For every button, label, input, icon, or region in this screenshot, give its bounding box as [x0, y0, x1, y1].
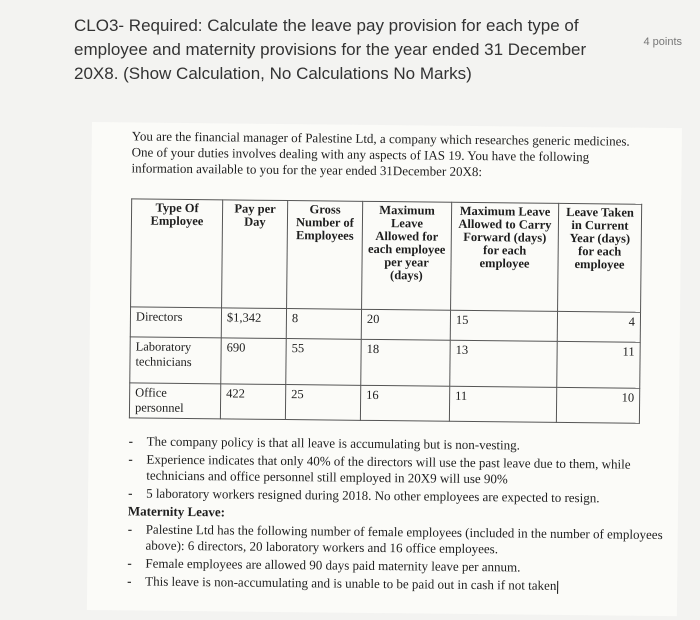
table-row	[130, 337, 640, 388]
list-item: - The company policy is that all leave is accumulating but is non-vesting.	[129, 433, 669, 455]
list-item-text: This leave is non-accumulating and is unable to be paid out in cash if not taken	[145, 573, 557, 593]
cell-employee-type: Directors	[130, 307, 221, 338]
cell-max-leave: 16	[360, 385, 449, 421]
cell-carry-forward: 13	[450, 340, 557, 387]
question-image	[87, 122, 682, 616]
intro-line: One of your duties involves dealing with any aspects of IAS 19. You have the following	[131, 144, 590, 165]
intro-line: You are the financial manager of Palestine Ltd, a company which researches generic medicines.	[131, 128, 630, 149]
text-cursor	[557, 580, 558, 593]
policy-list	[128, 433, 669, 507]
list-item: - 5 laboratory workers resigned during 2018. No other employees are expected to resign.	[128, 485, 668, 507]
cell-leave-taken: 11	[557, 341, 640, 388]
list-item	[127, 573, 667, 595]
cell-gross-number: 25	[285, 385, 360, 421]
list-item: - Female employees are allowed 90 days paid maternity leave per annum.	[127, 555, 667, 577]
cell-leave-taken: 4	[557, 311, 640, 342]
cell-employee-type: Laboratory technicians	[130, 337, 221, 384]
list-item: - Palestine Ltd has the following number of female employees (included in the number of employees above): 6 directors, 20 laboratory workers and 16 office employees.	[127, 521, 667, 559]
cell-pay: 422	[220, 384, 285, 420]
table-row	[129, 383, 639, 423]
cell-max-leave: 18	[361, 339, 450, 386]
header-pay-per-day: Pay per Day	[222, 200, 288, 309]
points-label: 4 points	[643, 36, 682, 48]
leave-table	[129, 198, 642, 423]
cell-gross-number: 8	[286, 309, 361, 340]
cell-leave-taken: 10	[556, 387, 639, 423]
cell-carry-forward: 11	[449, 386, 556, 422]
notes-section	[127, 433, 669, 597]
header-max-leave: Maximum Leave Allowed for each employee per year (days)	[362, 201, 452, 310]
cell-pay: 690	[221, 338, 286, 385]
header-gross-number: Gross Number of Employees	[287, 201, 363, 310]
cell-pay: $1,342	[221, 308, 286, 339]
maternity-heading: Maternity Leave:	[127, 503, 226, 520]
intro-paragraph	[131, 128, 671, 182]
table-header-row	[131, 199, 642, 312]
list-item: - Experience indicates that only 40% of the directors will use the past leave due to them, while technicians and office personnel still employed in 20X9 will use 90%	[128, 451, 668, 489]
cell-employee-type: Office personnel	[129, 383, 220, 419]
intro-line: information available to you for the year ended 31December 20X8:	[131, 160, 483, 180]
maternity-list	[127, 521, 668, 595]
cell-gross-number: 55	[286, 339, 361, 386]
question-text: CLO3- Required: Calculate the leave pay provision for each type of employee and maternity provisions for the year ended 31 December 20X8. (Show Calculation, No Calculations No Marks)	[74, 16, 587, 83]
cell-carry-forward: 15	[450, 310, 557, 341]
cell-max-leave: 20	[361, 309, 450, 340]
header-carry-forward: Maximum Leave Allowed to Carry Forward (days) for each employee	[451, 202, 559, 311]
header-employee-type: Type Of Employee	[131, 199, 223, 308]
header-leave-taken: Leave Taken in Current Year (days) for each employee	[558, 203, 642, 312]
